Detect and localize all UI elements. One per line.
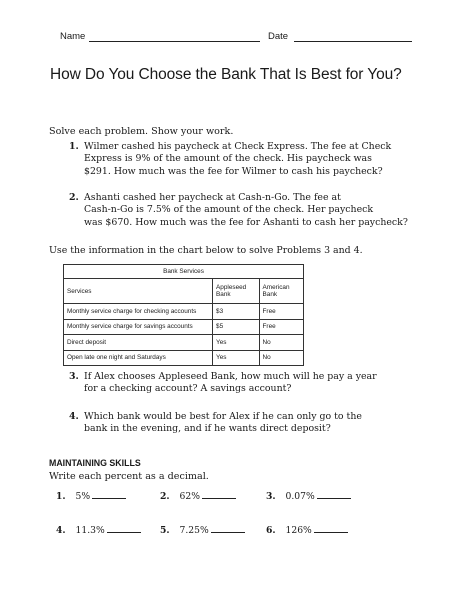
table-row (64, 335, 304, 351)
answer-blank[interactable] (314, 524, 348, 533)
exercise-number: 2. (160, 491, 170, 502)
exercise-item (160, 490, 236, 502)
problem-line: If Alex chooses Appleseed Bank, how much will he pay a year (84, 371, 377, 382)
table-caption: Bank Services (64, 265, 304, 279)
problem-line: Express is 9% of the amount of the check. His paycheck was (84, 153, 372, 165)
problem-line: for a checking account? A savings account? (84, 383, 292, 395)
table-cell: Free (259, 319, 303, 335)
column-header: Appleseed Bank (213, 279, 260, 304)
problem-number: 3. (69, 371, 79, 382)
skills-instruction: Write each percent as a decimal. (49, 471, 209, 482)
table-cell: No (259, 335, 303, 351)
problem-line: Cash-n-Go is 7.5% of the amount of the check. Her paycheck (84, 204, 374, 216)
problem-line: Ashanti cashed her paycheck at Cash-n-Go. The fee at (84, 192, 341, 203)
exercise-item (266, 524, 348, 536)
exercise-value: 11.3% (75, 525, 105, 536)
exercise-item (266, 490, 351, 502)
table-cell: Yes (213, 335, 260, 351)
exercise-value: 5% (75, 491, 91, 502)
answer-blank[interactable] (202, 490, 236, 499)
problem-number: 4. (69, 411, 79, 422)
answer-blank[interactable] (317, 490, 351, 499)
problem-line: bank in the evening, and if he wants direct deposit? (84, 423, 331, 435)
table-row (64, 350, 304, 366)
table-cell: Yes (213, 350, 260, 366)
answer-blank[interactable] (211, 524, 245, 533)
exercise-value: 7.25% (179, 525, 209, 536)
table-cell: No (259, 350, 303, 366)
table-row (64, 304, 304, 320)
name-label: Name (60, 31, 86, 42)
skills-heading: MAINTAINING SKILLS (49, 458, 141, 468)
problem-number: 2. (69, 192, 79, 203)
exercise-number: 6. (266, 525, 276, 536)
column-header: American Bank (259, 279, 303, 304)
problem-line: Wilmer cashed his paycheck at Check Express. The fee at Check (84, 141, 392, 152)
table-cell: $3 (213, 304, 260, 320)
exercise-number: 5. (160, 525, 170, 536)
table-cell: $5 (213, 319, 260, 335)
table-cell: Free (259, 304, 303, 320)
date-label: Date (268, 31, 289, 42)
table-cell: Open late one night and Saturdays (64, 350, 213, 366)
column-header: Services (64, 279, 213, 304)
problem-4 (69, 411, 362, 436)
date-line[interactable] (294, 41, 412, 42)
table-cell: Monthly service charge for savings accounts (64, 319, 213, 335)
problem-line: $291. How much was the fee for Wilmer to cash his paycheck? (84, 165, 383, 177)
problem-2 (69, 192, 408, 229)
page-title: How Do You Choose the Bank That Is Best for You? (50, 66, 402, 83)
exercise-number: 3. (266, 491, 276, 502)
exercise-value: 62% (179, 491, 200, 502)
exercise-number: 1. (56, 491, 66, 502)
answer-blank[interactable] (92, 490, 126, 499)
exercise-number: 4. (56, 525, 66, 536)
name-line[interactable] (89, 41, 260, 42)
answer-blank[interactable] (107, 524, 141, 533)
problem-1 (69, 141, 392, 178)
exercise-item (160, 524, 245, 536)
table-row (64, 319, 304, 335)
exercise-value: 0.07% (285, 491, 315, 502)
exercise-item (56, 490, 126, 502)
problem-line: Which bank would be best for Alex if he can only go to the (84, 411, 362, 422)
problem-line: was $670. How much was the fee for Ashanti to cash her paycheck? (84, 216, 408, 228)
instruction: Solve each problem. Show your work. (49, 126, 234, 137)
chart-intro: Use the information in the chart below to solve Problems 3 and 4. (49, 245, 363, 256)
table-cell: Direct deposit (64, 335, 213, 351)
problem-number: 1. (69, 141, 79, 152)
bank-services-table (63, 264, 304, 366)
table-cell: Monthly service charge for checking accounts (64, 304, 213, 320)
exercise-value: 126% (285, 525, 312, 536)
problem-3 (69, 371, 377, 396)
exercise-item (56, 524, 141, 536)
